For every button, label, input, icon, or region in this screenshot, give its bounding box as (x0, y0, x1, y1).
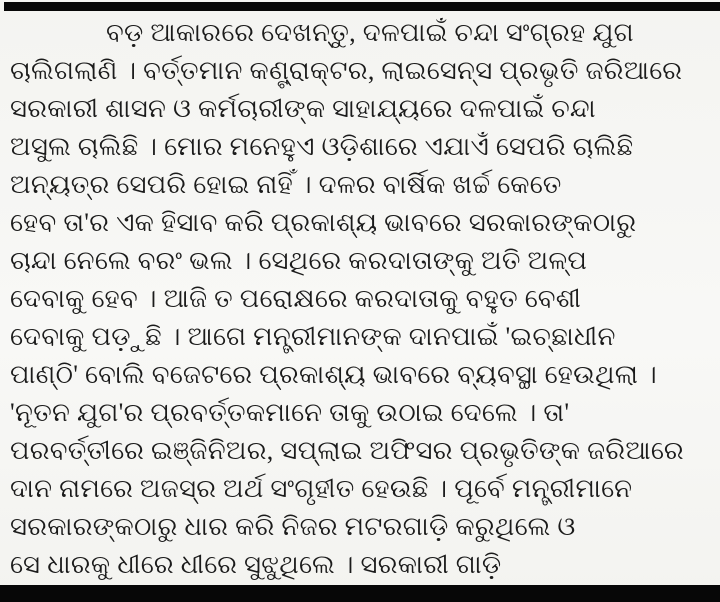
text-line: ଅନ୍ୟତ୍ର ସେପରି ହୋଇ ନାହିଁ । ଦଳର ବାର୍ଷିକ ଖର୍ଚ୍ଚ କେତେ (10, 170, 562, 199)
text-line: ଚାନ୍ଦା ନେଲେ ବରଂ ଭଲ । ସେଥିରେ କରଦାତାଙ୍କୁ ଅତି ଅଳ୍ପ (10, 246, 588, 275)
text-line: ପରବର୍ତ୍ତୀରେ ଇଞ୍ଜିନିଅର, ସପ୍ଲାଇ ଅଫିସର ପ୍ରଭୃତିଙ୍କ ଜରିଆରେ (10, 436, 684, 465)
text-line: ଅସୁଲ ଚାଲିଛି । ମୋର ମନେହୁଏ ଓଡ଼ିଶାରେ ଏଯାଏଁ ସେପରି ଚାଲିଛି (10, 132, 634, 161)
text-line: ପାଣ୍ଠି' ବୋଲି ବଜେଟରେ ପ୍ରକାଶ୍ୟ ଭାବରେ ବ୍ୟବସ୍ଥା ହେଉଥିଲା । (10, 360, 657, 389)
text-line: ହେବ ତା'ର ଏକ ହିସାବ କରି ପ୍ରକାଶ୍ୟ ଭାବରେ ସରକାରଙ୍କଠାରୁ (10, 208, 637, 237)
text-block (10, 14, 706, 584)
text-line: 'ନୂତନ ଯୁଗ'ର ପ୍ରବର୍ତ୍ତକମାନେ ତାକୁ ଉଠାଇ ଦେଲେ । ତା' (10, 398, 570, 427)
text-line: ଚାଲିଗଲାଣି । ବର୍ତ୍ତମାନ କଣ୍ଟ୍ରାକ୍ଟର, ଲାଇସେନ୍ସ ପ୍ରଭୃତି ଜରିଆରେ (10, 56, 683, 85)
text-line: ବଡ଼ ଆକାରରେ ଦେଖନ୍ତୁ, ଦଳପାଇଁ ଚନ୍ଦା ସଂଗ୍ରହ ଯୁଗ (106, 18, 634, 47)
text-line: ସରକାରଙ୍କଠାରୁ ଧାର କରି ନିଜର ମଟରଗାଡ଼ି କରୁଥିଲେ ଓ (10, 512, 576, 541)
text-line: ଦାନ ନାମରେ ଅଜସ୍ର ଅର୍ଥ ସଂଗୃହୀତ ହେଉଛି । ପୂର୍ବେ ମନ୍ତ୍ରୀମାନେ (10, 474, 633, 503)
text-line: ଦେବାକୁ ପଡ଼ୁଛି । ଆଗେ ମନ୍ତ୍ରୀମାନଙ୍କ ଦାନପାଇଁ 'ଇଚ୍ଛାଧୀନ (10, 322, 616, 351)
text-line: ଦେବାକୁ ହେବ । ଆଜି ତ ପରୋକ୍ଷରେ କରଦାତାକୁ ବହୁତ ବେଶୀ (10, 284, 582, 313)
bottom-scan-bar (0, 585, 720, 602)
text-line: ସରକାରୀ ଶାସନ ଓ କର୍ମଚାରୀଙ୍କ ସାହାଯ୍ୟରେ ଦଳପାଇଁ ଚନ୍ଦା (10, 94, 596, 123)
top-scan-bar (4, 2, 720, 11)
text-line: ସେ ଧାରକୁ ଧୀରେ ଧୀରେ ସୁଝୁଥିଲେ । ସରକାରୀ ଗାଡ଼ି (10, 550, 502, 579)
